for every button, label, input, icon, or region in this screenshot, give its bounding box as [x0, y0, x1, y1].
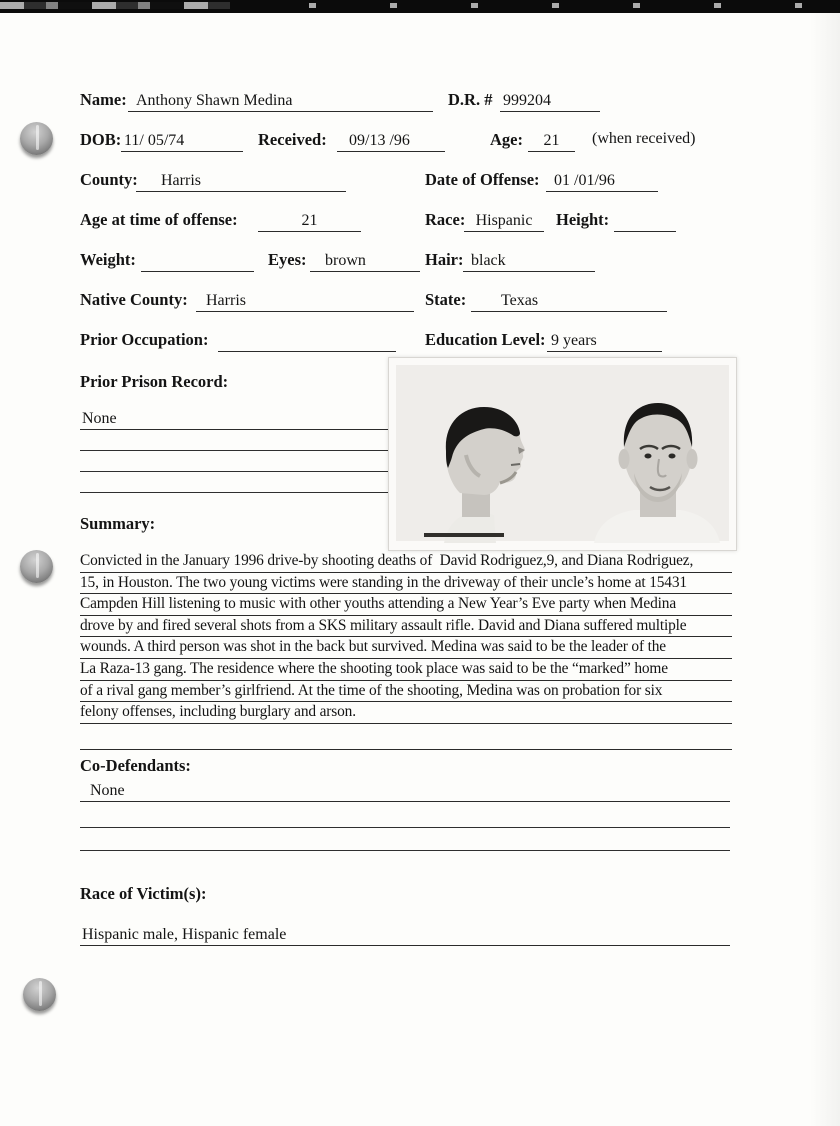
- race-of-victims-value: Hispanic male, Hispanic female: [80, 924, 730, 946]
- scan-right-shading: [810, 0, 840, 1126]
- name-label: Name:: [80, 90, 127, 109]
- received-value: 09/13 /96: [337, 130, 445, 152]
- blank-rule: [80, 728, 732, 750]
- dob-value: 11/ 05/74: [121, 130, 243, 152]
- hair-label: Hair:: [425, 250, 464, 269]
- age-note: (when received): [592, 130, 696, 147]
- summary-line: Campden Hill listening to music with other youths attending a New Year’s Eve party when Medina: [80, 594, 732, 616]
- row-county-offense-date: [0, 170, 840, 194]
- education-level-value: 9 years: [547, 330, 662, 352]
- state-value: Texas: [471, 290, 667, 312]
- race-of-victims-heading: Race of Victim(s):: [80, 884, 207, 903]
- row-ageoffense-race-height: [0, 210, 840, 234]
- prior-prison-record-heading: Prior Prison Record:: [80, 372, 229, 391]
- received-label: Received:: [258, 130, 327, 149]
- race-value: Hispanic: [464, 210, 544, 232]
- row-name-dr: [0, 90, 840, 114]
- native-county-value: Harris: [196, 290, 414, 312]
- binder-hole-bottom: [23, 978, 56, 1011]
- mugshot-photo-image: [396, 365, 729, 541]
- race-label: Race:: [425, 210, 466, 229]
- prior-occupation-value: [218, 330, 396, 352]
- blank-rule: [80, 829, 730, 851]
- dr-number-value: 999204: [500, 90, 600, 112]
- dob-label: DOB:: [80, 130, 122, 149]
- blank-rule: [80, 806, 730, 828]
- summary-line: wounds. A third person was shot in the back but survived. Medina was said to be the leader of the: [80, 637, 732, 659]
- age-at-offense-value: 21: [258, 210, 361, 232]
- scan-edge-blobs: [0, 2, 230, 9]
- weight-label: Weight:: [80, 250, 136, 269]
- eyes-value: brown: [310, 250, 420, 272]
- age-at-offense-label: Age at time of offense:: [80, 210, 238, 229]
- mugshot-photo: [388, 357, 737, 551]
- county-value: Harris: [136, 170, 346, 192]
- row-weight-eyes-hair: [0, 250, 840, 274]
- mugshot-front-view: [594, 403, 720, 543]
- mugshot-illustration: [396, 365, 731, 543]
- scan-edge-artifact: [0, 0, 840, 13]
- summary-line: Convicted in the January 1996 drive-by shooting deaths of David Rodriguez,9, and Diana Rodriguez,: [80, 551, 732, 573]
- county-label: County:: [80, 170, 138, 189]
- name-value: Anthony Shawn Medina: [128, 90, 433, 112]
- summary-line: felony offenses, including burglary and arson.: [80, 702, 732, 724]
- state-label: State:: [425, 290, 467, 309]
- date-of-offense-value: 01 /01/96: [546, 170, 658, 192]
- co-defendants-value: None: [80, 780, 730, 802]
- eyes-label: Eyes:: [268, 250, 307, 269]
- prior-prison-record-value: None: [80, 408, 730, 430]
- weight-value: [141, 250, 254, 272]
- scan-edge-ticks: [235, 3, 840, 8]
- binder-hole-top: [20, 122, 53, 155]
- native-county-label: Native County:: [80, 290, 188, 309]
- co-defendants-heading: Co-Defendants:: [80, 756, 191, 775]
- age-label: Age:: [490, 130, 523, 149]
- age-value: 21: [528, 130, 575, 152]
- summary-line: of a rival gang member’s girlfriend. At the time of the shooting, Medina was on probation for six: [80, 681, 732, 703]
- row-occupation-education: [0, 330, 840, 354]
- summary-line: drove by and fired several shots from a SKS military assault rifle. David and Diana suffered multiple: [80, 616, 732, 638]
- prior-occupation-label: Prior Occupation:: [80, 330, 209, 349]
- row-dob-received-age: [0, 130, 840, 154]
- mugshot-profile-view: [424, 407, 525, 543]
- binder-hole-middle: [20, 550, 53, 583]
- date-of-offense-label: Date of Offense:: [425, 170, 540, 189]
- summary-line: 15, in Houston. The two young victims were standing in the driveway of their uncle’s home at 15431: [80, 573, 732, 595]
- summary-heading: Summary:: [80, 514, 156, 533]
- dr-number-label: D.R. #: [448, 90, 493, 109]
- education-level-label: Education Level:: [425, 330, 546, 349]
- height-value: [614, 210, 676, 232]
- hair-value: black: [463, 250, 595, 272]
- summary-paragraph: [80, 551, 732, 750]
- row-nativecounty-state: [0, 290, 840, 314]
- height-label: Height:: [556, 210, 610, 229]
- summary-line: La Raza-13 gang. The residence where the shooting took place was said to be the “marked” home: [80, 659, 732, 681]
